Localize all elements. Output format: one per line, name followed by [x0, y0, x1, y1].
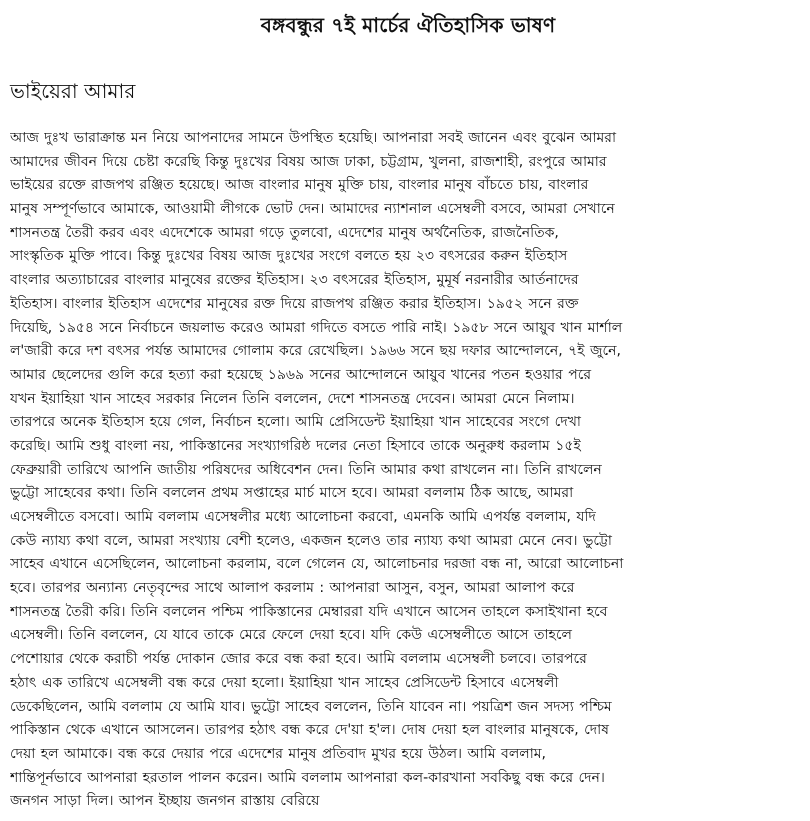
- text-line: জনগন সাড়া দিল। আপন ইচ্ছায় জনগন রাস্তায় বেরিয়ে: [10, 793, 320, 810]
- text-line: ভুট্টো সাহেবের কথা। তিনি বললেন প্রথম সপ্তাহের মার্চ মাসে হবে। আমরা বললাম ঠিক আছে, আমরা: [10, 485, 574, 502]
- text-line: করেছি। আমি শুধু বাংলা নয়, পাকিস্তানের সংখ্যাগরিষ্ঠ দলের নেতা হিসাবে তাকে অনুরুধ করলাম ১৫ই: [10, 437, 581, 454]
- text-line: যখন ইয়াহিয়া খান সাহেব সরকার নিলেন তিনি বললেন, দেশে শাসনতন্ত্র দেবেন। আমরা মেনে নিলাম।: [10, 390, 575, 407]
- text-line: পাকিস্তান থেকে এখানে আসলেন। তারপর হঠাৎ বন্ধ করে দে'য়া হ'ল। দোষ দেয়া হল বাংলার মানুষকে, দোষ: [10, 722, 609, 739]
- text-line: শাসনতন্ত্র তৈরী করি। তিনি বললেন পশ্চিম পাকিস্তানের মেম্বাররা যদি এখানে আসেন তাহলে কসাইখানা হবে: [10, 603, 608, 620]
- text-line: কেউ ন্যায্য কথা বলে, আমরা সংখ্যায় বেশী হলেও, একজন হলেও তার ন্যায্য কথা আমরা মেনে নেব। ভুট্টো: [10, 532, 612, 549]
- text-line: এসেম্বলীতে বসবো। আমি বললাম এসেম্বলীর মধ্যে আলোচনা করবো, এমনকি আমি এপর্যন্ত বললাম, যদি: [10, 509, 596, 525]
- text-line: শান্তিপূর্নভাবে আপনারা হরতাল পালন করেন। আমি বললাম আপনারা কল-কারখানা সবকিছু বন্ধ করে দেন।: [10, 769, 605, 786]
- text-line: বাংলার অত্যাচারের বাংলার মানুষের রক্তের ইতিহাস। ২৩ বৎসরের ইতিহাস, মুমূর্ষ নরনারীর আর্তনাদের: [10, 272, 579, 289]
- text-line: ভাইয়ের রক্তে রাজপথ রঞ্জিত হয়েছে। আজ বাংলার মানুষ মুক্তি চায়, বাংলার মানুষ বাঁচতে চায়, বাংলার: [10, 177, 589, 194]
- text-line: ইতিহাস। বাংলার ইতিহাস এদেশের মানুষের রক্ত দিয়ে রাজপথ রঞ্জিত করার ইতিহাস। ১৯৫২ সনে রক্ত: [10, 295, 579, 312]
- text-line: মানুষ সম্পূর্ণভাবে আমাকে, আওয়ামী লীগকে ভোট দেন। আমাদের ন্যাশনাল এসেম্বলী বসবে, আমরা সেখানে: [10, 201, 615, 218]
- text-line: সাহেব এখানে এসেছিলেন, আলোচনা করলাম, বলে গেলেন যে, আলোচনার দরজা বন্ধ না, আরো আলোচনা: [10, 556, 624, 573]
- salutation-heading: ভাইয়েরা আমার: [10, 79, 136, 103]
- text-line: এসেম্বলী। তিনি বললেন, যে যাবে তাকে মেরে ফেলে দেয়া হবে। যদি কেউ এসেম্বলীতে আসে তাহলে: [10, 627, 572, 644]
- text-line: ল'জারী করে দশ বৎসর পর্যন্ত আমাদের গোলাম করে রেখেছিল। ১৯৬৬ সনে ছয় দফার আন্দোলনে, ৭ই জুনে,: [10, 343, 621, 360]
- text-line: তারপরে অনেক ইতিহাস হয়ে গেল, নির্বাচন হলো। আমি প্রেসিডেন্ট ইয়াহিয়া খান সাহেবের সংগে দেখা: [10, 414, 581, 431]
- text-line: পেশোয়ার থেকে করাচী পর্যন্ত দোকান জোর করে বন্ধ করা হবে। আমি বললাম এসেম্বলী চলবে। তারপরে: [10, 651, 587, 668]
- text-line: দিয়েছি, ১৯৫৪ সনে নির্বাচনে জয়লাভ করেও আমরা গদিতে বসতে পারি নাই। ১৯৫৮ সনে আয়ুব খান মার্শাল: [10, 319, 623, 336]
- text-line: ডেকেছিলেন, আমি বললাম যে আমি যাব। ভুট্টো সাহেব বললেন, তিনি যাবেন না। পয়ত্রিশ জন সদস্য পশ্চিম: [10, 698, 612, 715]
- text-line: আমাদের জীবন দিয়ে চেষ্টা করেছি কিন্তু দুঃখের বিষয় আজ ঢাকা, চট্টগ্রাম, খুলনা, রাজশাহী, রংপুরে আমার: [10, 153, 607, 170]
- text-line: শাসনতন্ত্র তৈরী করব এবং এদেশেকে আমরা গড়ে তুলবো, এদেশের মানুষ অর্থনৈতিক, রাজনৈতিক,: [10, 224, 559, 241]
- speech-body: [10, 127, 806, 814]
- text-line: আমার ছেলেদের গুলি করে হত্যা করা হয়েছে ১৯৬৯ সনের আন্দোলনে আয়ুব খানের পতন হওয়ার পরে: [10, 366, 592, 383]
- text-line: দেয়া হল আমাকে। বন্ধ করে দেয়ার পরে এদেশের মানুষ প্রতিবাদ মুখর হয়ে উঠল। আমি বললাম,: [10, 745, 546, 762]
- document-title: বঙ্গবন্ধুর ৭ই মার্চের ঐতিহাসিক ভাষণ: [260, 13, 556, 37]
- text-line: আজ দুঃখ ভারাক্রান্ত মন নিয়ে আপনাদের সামনে উপস্থিত হয়েছি। আপনারা সবই জানেন এবং বুঝেন আমরা: [10, 130, 617, 146]
- text-line: সাংস্কৃতিক মুক্তি পাবে। কিন্তু দুঃখের বিষয় আজ দুঃখের সংগে বলতে হয় ২৩ বৎসরের করুন ইতিহাস: [10, 248, 568, 265]
- text-line: হঠাৎ এক তারিখে এসেম্বলী বন্ধ করে দেয়া হলো। ইয়াহিয়া খান সাহেব প্রেসিডেন্ট হিসাবে এসেম্বলী: [10, 674, 559, 691]
- text-line: হবে। তারপর অন্যান্য নেতৃবৃন্দের সাথে আলাপ করলাম : আপনারা আসুন, বসুন, আমরা আলাপ করে: [10, 580, 575, 597]
- text-line: ফেব্রুয়ারী তারিখে আপনি জাতীয় পরিষদের অধিবেশন দেন। তিনি আমার কথা রাখলেন না। তিনি রাখলেন: [10, 461, 602, 478]
